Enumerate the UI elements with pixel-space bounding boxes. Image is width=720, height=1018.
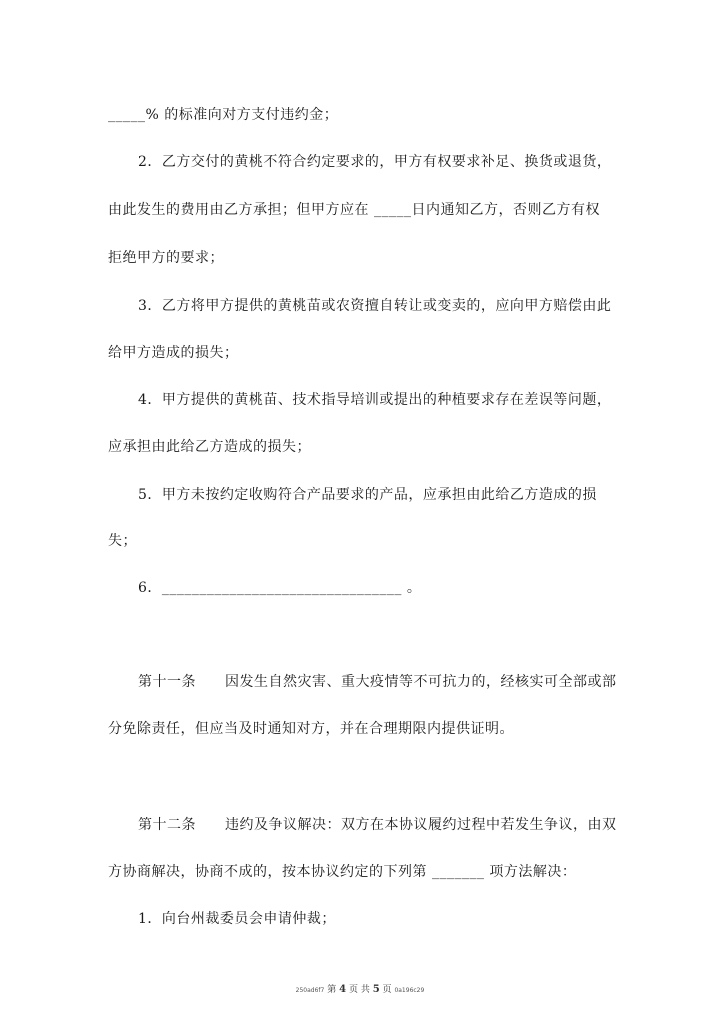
footer-total-pages: 5 <box>372 984 380 995</box>
text-line-1: _____% 的标准向对方支付违约金； <box>108 107 339 123</box>
article-12-line-1: 第十二条 违约及争议解决：双方在本协议履约过程中若发生争议，由双 <box>138 817 617 833</box>
text-line-16: 1．向台州裁委员会申请仲裁； <box>138 911 336 927</box>
page-footer <box>0 982 720 995</box>
text-line-3: 由此发生的费用由乙方承担；但甲方应在 _____日内通知乙方，否则乙方有权 <box>108 202 600 218</box>
text-line-11: 6．________________________________ 。 <box>138 580 422 596</box>
footer-middle: 页 共 <box>348 985 370 995</box>
footer-right-code: 0a196c29 <box>394 987 425 994</box>
text-line-5: 3．乙方将甲方提供的黄桃苗或农资擅自转让或变卖的，应向甲方赔偿由此 <box>138 298 612 314</box>
footer-left-code: 250ad6f7 <box>295 987 325 994</box>
footer-page-number: 4 <box>339 984 347 995</box>
text-line-10: 失； <box>108 533 137 549</box>
text-line-8: 应承担由此给乙方造成的损失； <box>108 439 311 455</box>
article-11-line-2: 分免除责任，但应当及时通知对方，并在合理期限内提供证明。 <box>108 721 514 737</box>
text-line-6: 给甲方造成的损失； <box>108 345 239 361</box>
article-12-line-2: 方协商解决，协商不成的，按本协议约定的下列第 _______ 项方法解决： <box>108 864 577 880</box>
text-line-2: 2．乙方交付的黄桃不符合约定要求的，甲方有权要求补足、换货或退货， <box>138 154 612 170</box>
footer-prefix: 第 <box>327 985 337 995</box>
article-11-line-1: 第十一条 因发生自然灾害、重大疫情等不可抗力的，经核实可全部或部 <box>138 674 617 690</box>
footer-suffix: 页 <box>382 985 392 995</box>
text-line-7: 4．甲方提供的黄桃苗、技术指导培训或提出的种植要求存在差误等问题， <box>138 392 612 408</box>
text-line-9: 5．甲方未按约定收购符合产品要求的产品，应承担由此给乙方造成的损 <box>138 487 597 503</box>
text-line-4: 拒绝甲方的要求； <box>108 250 224 266</box>
